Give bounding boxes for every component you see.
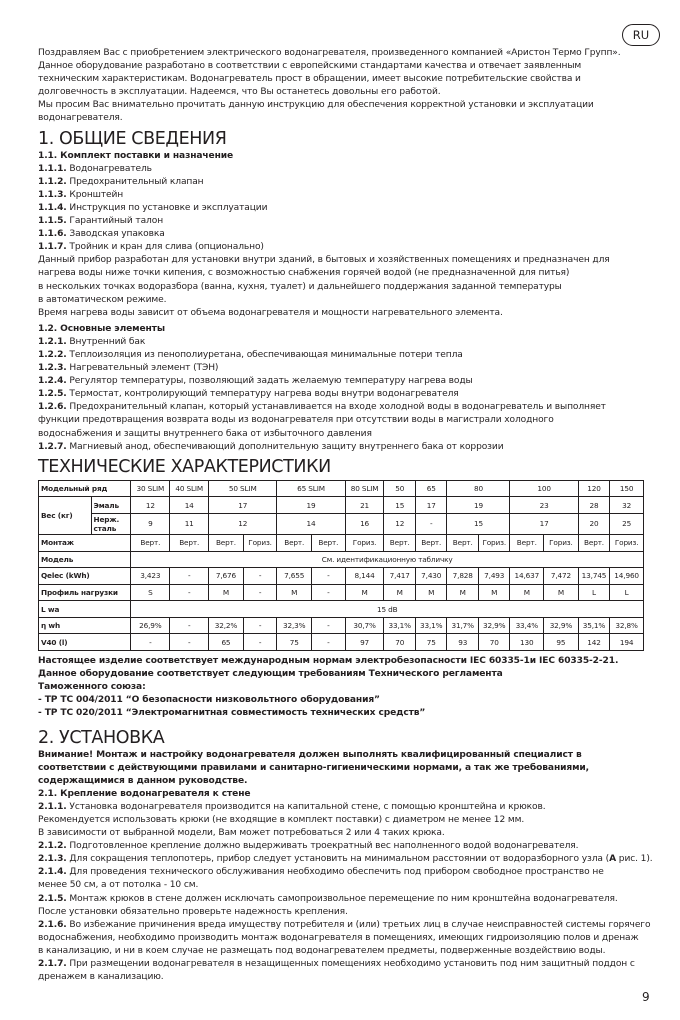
table-cell: Верт. (415, 534, 447, 551)
table-row (39, 497, 644, 514)
tech-specs-heading: ТЕХНИЧЕСКИЕ ХАРАКТЕРИСТИКИ (38, 456, 331, 477)
row-label: Вес (кг) (39, 497, 92, 535)
table-cell: 17 (415, 497, 447, 514)
subsection-2-1-heading: 2.1. Крепление водонагревателя к стене (38, 788, 251, 799)
row-sublabel: Эмаль (91, 497, 131, 514)
item-number: 1.1.1. (38, 163, 67, 174)
paragraph-continuation: В зависимости от выбранной модели, Вам может потребоваться 2 или 4 таких крюка. (38, 828, 445, 839)
table-cell: 17 (510, 513, 578, 534)
table-cell: - (243, 584, 277, 601)
table-cell: 7,676 (209, 568, 244, 585)
item-number: 1.1.5. (38, 216, 67, 227)
table-cell: Верт. (209, 534, 244, 551)
table-cell: 65 SLIM (277, 480, 345, 497)
compliance-line: - ТР ТС 004/2011 “О безопасности низковольтного оборудования” (38, 695, 380, 706)
table-cell: - (312, 568, 346, 585)
table-cell: 14 (170, 497, 209, 514)
table-cell: Верт. (447, 534, 479, 551)
table-cell: M (384, 584, 416, 601)
table-cell: 70 (478, 634, 510, 651)
table-cell: 35,1% (578, 617, 610, 634)
table-cell: - (170, 617, 209, 634)
item-number: 1.1.6. (38, 229, 67, 240)
paragraph-continuation: Рекомендуется использовать крюки (не входящие в комплект поставки) с диаметром не менее 12 мм. (38, 815, 525, 825)
table-cell: 7,655 (277, 568, 312, 585)
intro-line: водонагревателя. (38, 113, 123, 124)
list-item (38, 362, 644, 375)
item-number: 2.1.2. (38, 841, 67, 852)
figure-reference: A (609, 854, 617, 865)
paragraph-continuation: дренажем в канализацию. (38, 972, 164, 983)
table-row (39, 534, 644, 551)
table-cell: 65 (415, 480, 447, 497)
item-text: Внутренний бак (66, 336, 146, 347)
description-line: нагрева воды ниже точки кипения, с возможностью снабжения горячей водой (не предназначенной для питья) (38, 268, 570, 279)
table-cell: 15 dB (131, 601, 644, 618)
warning-line: соответствии с действующими правилами и санитарно-гигиеническими нормами, а так же требованиями, (38, 762, 589, 773)
table-row (39, 634, 644, 651)
table-cell: 12 (209, 513, 277, 534)
table-cell: - (243, 617, 277, 634)
table-row (39, 480, 644, 497)
row-label: Монтаж (39, 534, 131, 551)
row-label: V40 (l) (39, 634, 131, 651)
item-text: Для сокращения теплопотерь, прибор следует установить на минимальном расстоянии от водоразборного узла ( (66, 854, 610, 865)
table-cell: 7,430 (415, 568, 447, 585)
table-row (39, 617, 644, 634)
table-cell: 7,417 (384, 568, 416, 585)
table-cell: - (170, 584, 209, 601)
list-item (38, 163, 644, 176)
item-number: 1.2.4. (38, 376, 67, 387)
item-text: Магниевый анод, обеспечивающий дополнительную защиту внутреннего бака от коррозии (66, 441, 504, 452)
table-cell: 7,828 (447, 568, 479, 585)
description-line: в автоматическом режиме. (38, 294, 167, 305)
table-cell: 150 (610, 480, 644, 497)
item-text: Во избежание причинения вреда имуществу потребителя и (или) третьих лиц в случае неисправностей системы горячего (66, 919, 651, 930)
list-item (38, 336, 644, 349)
table-cell: 142 (578, 634, 610, 651)
item-number: 1.1.7. (38, 242, 67, 253)
table-cell: 40 SLIM (170, 480, 209, 497)
list-item (38, 441, 644, 454)
list-item (38, 241, 644, 254)
description-line: Данный прибор разработан для установки внутри зданий, в бытовых и хозяйственных помещениях и предназначен для (38, 255, 610, 266)
table-cell: 11 (170, 513, 209, 534)
table-cell: 120 (578, 480, 610, 497)
table-cell: L (578, 584, 610, 601)
table-cell: 75 (277, 634, 312, 651)
intro-line: Поздравляем Вас с приобретением электрического водонагревателя, произведенного компанией «Аристон Термо Групп». (38, 48, 621, 58)
item-text: Термостат, контролирующий температуру нагрева воды внутри водонагревателя (66, 389, 459, 400)
table-cell: 30 SLIM (131, 480, 170, 497)
table-cell: 130 (510, 634, 544, 651)
table-cell: 12 (384, 513, 416, 534)
table-cell: Гориз. (243, 534, 277, 551)
table-cell: 21 (345, 497, 384, 514)
paragraph (38, 853, 653, 866)
compliance-block (38, 655, 644, 720)
table-row (39, 551, 644, 568)
table-cell: Верт. (312, 534, 346, 551)
table-cell: Гориз. (345, 534, 384, 551)
row-sublabel (91, 513, 131, 534)
table-cell: M (345, 584, 384, 601)
item-number: 1.2.7. (38, 441, 67, 452)
table-cell: 32,3% (277, 617, 312, 634)
table-cell: 32 (610, 497, 644, 514)
table-cell: 194 (610, 634, 644, 651)
item-text: Тройник и кран для слива (опционально) (66, 242, 264, 253)
item-text: Установка водонагревателя производится на капитальной стене, с помощью кронштейна и крюков. (66, 801, 546, 812)
table-cell: 12 (131, 497, 170, 514)
sublabel-line: Нерж. (93, 514, 120, 524)
table-cell: M (478, 584, 510, 601)
list-item (38, 176, 644, 189)
item-number: 1.1.2. (38, 176, 67, 187)
table-row (39, 584, 644, 601)
tech-specs-table (38, 480, 644, 651)
table-cell: 23 (510, 497, 578, 514)
paragraph (38, 893, 644, 906)
paragraph-continuation: менее 50 см, а от потолка - 10 см. (38, 880, 199, 891)
table-cell: 33,1% (415, 617, 447, 634)
table-cell: 26,9% (131, 617, 170, 634)
item-text: Гарантийный талон (66, 216, 164, 227)
item-text: Предохранительный клапан (66, 176, 204, 187)
table-cell: 15 (384, 497, 416, 514)
list-item-continuation: функции предотвращения возврата воды из водонагревателя при отсутствии воды в магистрали холодного (38, 415, 554, 426)
table-cell: Верт. (277, 534, 312, 551)
item-number: 1.1.4. (38, 202, 67, 213)
table-cell: 8,144 (345, 568, 384, 585)
table-row (39, 513, 644, 534)
table-cell: 30,7% (345, 617, 384, 634)
table-cell: 3,423 (131, 568, 170, 585)
item-text: Регулятор температуры, позволяющий задать желаемую температуру нагрева воды (66, 376, 473, 387)
table-cell: 15 (447, 513, 510, 534)
table-cell: - (243, 568, 277, 585)
item-number: 2.1.5. (38, 893, 67, 904)
compliance-line: Настоящее изделие соответствует международным нормам электробезопасности IEC 60335-1и IEC 60335-2-21. (38, 656, 619, 667)
subsection-1-1-heading: 1.1. Комплект поставки и назначение (38, 150, 234, 161)
intro-line: Мы просим Вас внимательно прочитать данную инструкцию для обеспечения корректной установки и эксплуатации (38, 100, 594, 111)
language-badge: RU (622, 24, 660, 46)
list-item (38, 375, 644, 388)
paragraph (38, 866, 644, 879)
table-row (39, 601, 644, 618)
paragraph-continuation: в канализацию, и ни в коем случае не размещать под водонагревателем предметы, подверженные воздействию воды. (38, 945, 606, 956)
table-cell: 28 (578, 497, 610, 514)
table-cell: Верт. (578, 534, 610, 551)
table-cell: - (312, 584, 346, 601)
item-number: 2.1.6. (38, 919, 67, 930)
page-number: 9 (642, 990, 650, 1004)
table-cell: L (610, 584, 644, 601)
warning-line: Внимание! Монтаж и настройку водонагревателя должен выполнять квалифицированный специалист в (38, 749, 582, 760)
warning-line: содержащимися в данном руководстве. (38, 775, 248, 786)
table-cell: M (447, 584, 479, 601)
table-cell: Верт. (510, 534, 544, 551)
item-text: При размещении водонагревателя в незащищенных помещениях необходимо установить под ним защитный поддон с (66, 959, 635, 970)
table-cell: - (312, 634, 346, 651)
table-cell: 50 SLIM (209, 480, 277, 497)
compliance-line: Данное оборудование соответствует следующим требованиям Технического регламента (38, 669, 503, 680)
table-cell: 19 (277, 497, 345, 514)
item-text: Монтаж крюков в стене должен исключать самопроизвольное перемещение по ним кронштейна водонагревателя. (66, 893, 618, 904)
item-text: Кронштейн (66, 189, 124, 200)
row-label: η wh (39, 617, 131, 634)
item-text: Водонагреватель (66, 163, 152, 174)
paragraph (38, 919, 651, 932)
sublabel-line: сталь (93, 523, 117, 533)
table-cell: 20 (578, 513, 610, 534)
paragraph (38, 840, 644, 853)
item-text: Инструкция по установке и эксплуатации (66, 202, 268, 213)
section-1-heading: 1. ОБЩИЕ СВЕДЕНИЯ (38, 128, 227, 149)
table-cell: 16 (345, 513, 384, 534)
list-item (38, 388, 644, 401)
table-cell: 80 (447, 480, 510, 497)
item-number: 1.2.5. (38, 389, 67, 400)
item-number: 1.2.3. (38, 363, 67, 374)
table-cell: Гориз. (610, 534, 644, 551)
table-cell: 19 (447, 497, 510, 514)
table-cell: - (170, 634, 209, 651)
table-cell: Гориз. (544, 534, 579, 551)
table-cell: 25 (610, 513, 644, 534)
paragraph (38, 958, 644, 971)
table-cell: M (510, 584, 544, 601)
paragraph (38, 801, 644, 814)
table-cell: 70 (384, 634, 416, 651)
table-cell: 9 (131, 513, 170, 534)
table-cell: 7,472 (544, 568, 579, 585)
list-item (38, 189, 644, 202)
table-cell: 32,9% (478, 617, 510, 634)
list-item (38, 202, 644, 215)
item-text: Нагревательный элемент (ТЭН) (66, 363, 219, 374)
table-cell: Верт. (170, 534, 209, 551)
table-cell: 33,4% (510, 617, 544, 634)
row-label: Модель (39, 551, 131, 568)
item-number: 1.2.6. (38, 402, 67, 413)
table-cell: 32,8% (610, 617, 644, 634)
compliance-line: - ТР ТС 020/2011 “Электромагнитная совместимость технических средств” (38, 708, 426, 719)
table-cell: - (170, 568, 209, 585)
table-cell: 32,9% (544, 617, 579, 634)
row-label: Профиль нагрузки (39, 584, 131, 601)
intro-line: Данное оборудование разработано в соответствии с европейскими стандартами качества и отвечает заявленным (38, 61, 582, 72)
list-item-continuation: водоснабжения и защиты внутреннего бака от избыточного давления (38, 428, 372, 439)
subsection-1-2-heading: 1.2. Основные элементы (38, 323, 165, 334)
table-cell: 33,1% (384, 617, 416, 634)
section-2-heading: 2. УСТАНОВКА (38, 727, 165, 748)
table-cell: 17 (209, 497, 277, 514)
table-cell: 75 (415, 634, 447, 651)
row-label: L wa (39, 601, 131, 618)
intro-paragraph (38, 47, 644, 126)
item-number: 2.1.7. (38, 959, 67, 970)
table-cell: 80 SLIM (345, 480, 384, 497)
description-line: Время нагрева воды зависит от объема водонагревателя и мощности нагревательного элемента. (38, 307, 503, 318)
page-content (38, 0, 653, 984)
item-number: 2.1.4. (38, 867, 67, 878)
table-cell: 14,960 (610, 568, 644, 585)
item-number: 1.2.1. (38, 336, 67, 347)
table-cell: M (277, 584, 312, 601)
table-row (39, 568, 644, 585)
list-item (38, 349, 644, 362)
row-label: Qelec (kWh) (39, 568, 131, 585)
item-number: 1.1.3. (38, 189, 67, 200)
list-item (38, 401, 644, 414)
table-cell: - (243, 634, 277, 651)
table-cell: 95 (544, 634, 579, 651)
table-cell: 97 (345, 634, 384, 651)
table-cell: 100 (510, 480, 578, 497)
item-text: Теплоизоляция из пенополиуретана, обеспечивающая минимальные потери тепла (66, 349, 463, 360)
intro-line: долговечность в эксплуатации. Надеемся, что Вы останетесь довольны его работой. (38, 87, 441, 98)
table-cell: 32,2% (209, 617, 244, 634)
table-cell: 7,493 (478, 568, 510, 585)
table-cell: M (415, 584, 447, 601)
table-cell: 65 (209, 634, 244, 651)
intro-line: техническим характеристикам. Водонагреватель прост в обращении, имеет высокие потребительские свойства и (38, 74, 581, 85)
list-item (38, 228, 644, 241)
item-number: 2.1.3. (38, 854, 67, 865)
table-cell: 50 (384, 480, 416, 497)
item-text: рис. 1). (616, 854, 653, 865)
compliance-line: Таможенного союза: (38, 682, 146, 693)
table-cell: - (312, 617, 346, 634)
table-cell: 14,637 (510, 568, 544, 585)
table-cell: 13,745 (578, 568, 610, 585)
item-text: Для проведения технического обслуживания необходимо обеспечить под прибором свободное пространство не (66, 867, 604, 878)
table-cell: Гориз. (478, 534, 510, 551)
table-cell: Верт. (384, 534, 416, 551)
table-cell: Верт. (131, 534, 170, 551)
table-cell: M (209, 584, 244, 601)
list-item (38, 215, 644, 228)
table-cell: 14 (277, 513, 345, 534)
table-cell: M (544, 584, 579, 601)
item-number: 2.1.1. (38, 801, 67, 812)
table-cell: S (131, 584, 170, 601)
paragraph-continuation: После установки обязательно проверьте надежность крепления. (38, 906, 348, 917)
row-label: Модельный ряд (39, 480, 131, 497)
description-line: в нескольких точках водоразбора (ванна, кухня, туалет) и дальнейшего поддержания заданной температуры (38, 281, 562, 292)
item-text: Предохранительный клапан, который устанавливается на входе холодной воды в водонагреватель и выполняет (66, 402, 606, 413)
item-text: Заводская упаковка (66, 229, 165, 240)
table-cell: - (131, 634, 170, 651)
item-number: 1.2.2. (38, 349, 67, 360)
table-cell: 93 (447, 634, 479, 651)
table-cell: - (415, 513, 447, 534)
table-cell: 31,7% (447, 617, 479, 634)
table-cell: См. идентификационную табличку (131, 551, 644, 568)
item-text: Подготовленное крепление должно выдерживать троекратный вес наполненного водой водонагревателя. (66, 841, 579, 852)
paragraph-continuation: водоснабжения, необходимо производить монтаж водонагревателя в помещениях, имеющих гидроизоляцию полов и дренаж (38, 932, 639, 943)
